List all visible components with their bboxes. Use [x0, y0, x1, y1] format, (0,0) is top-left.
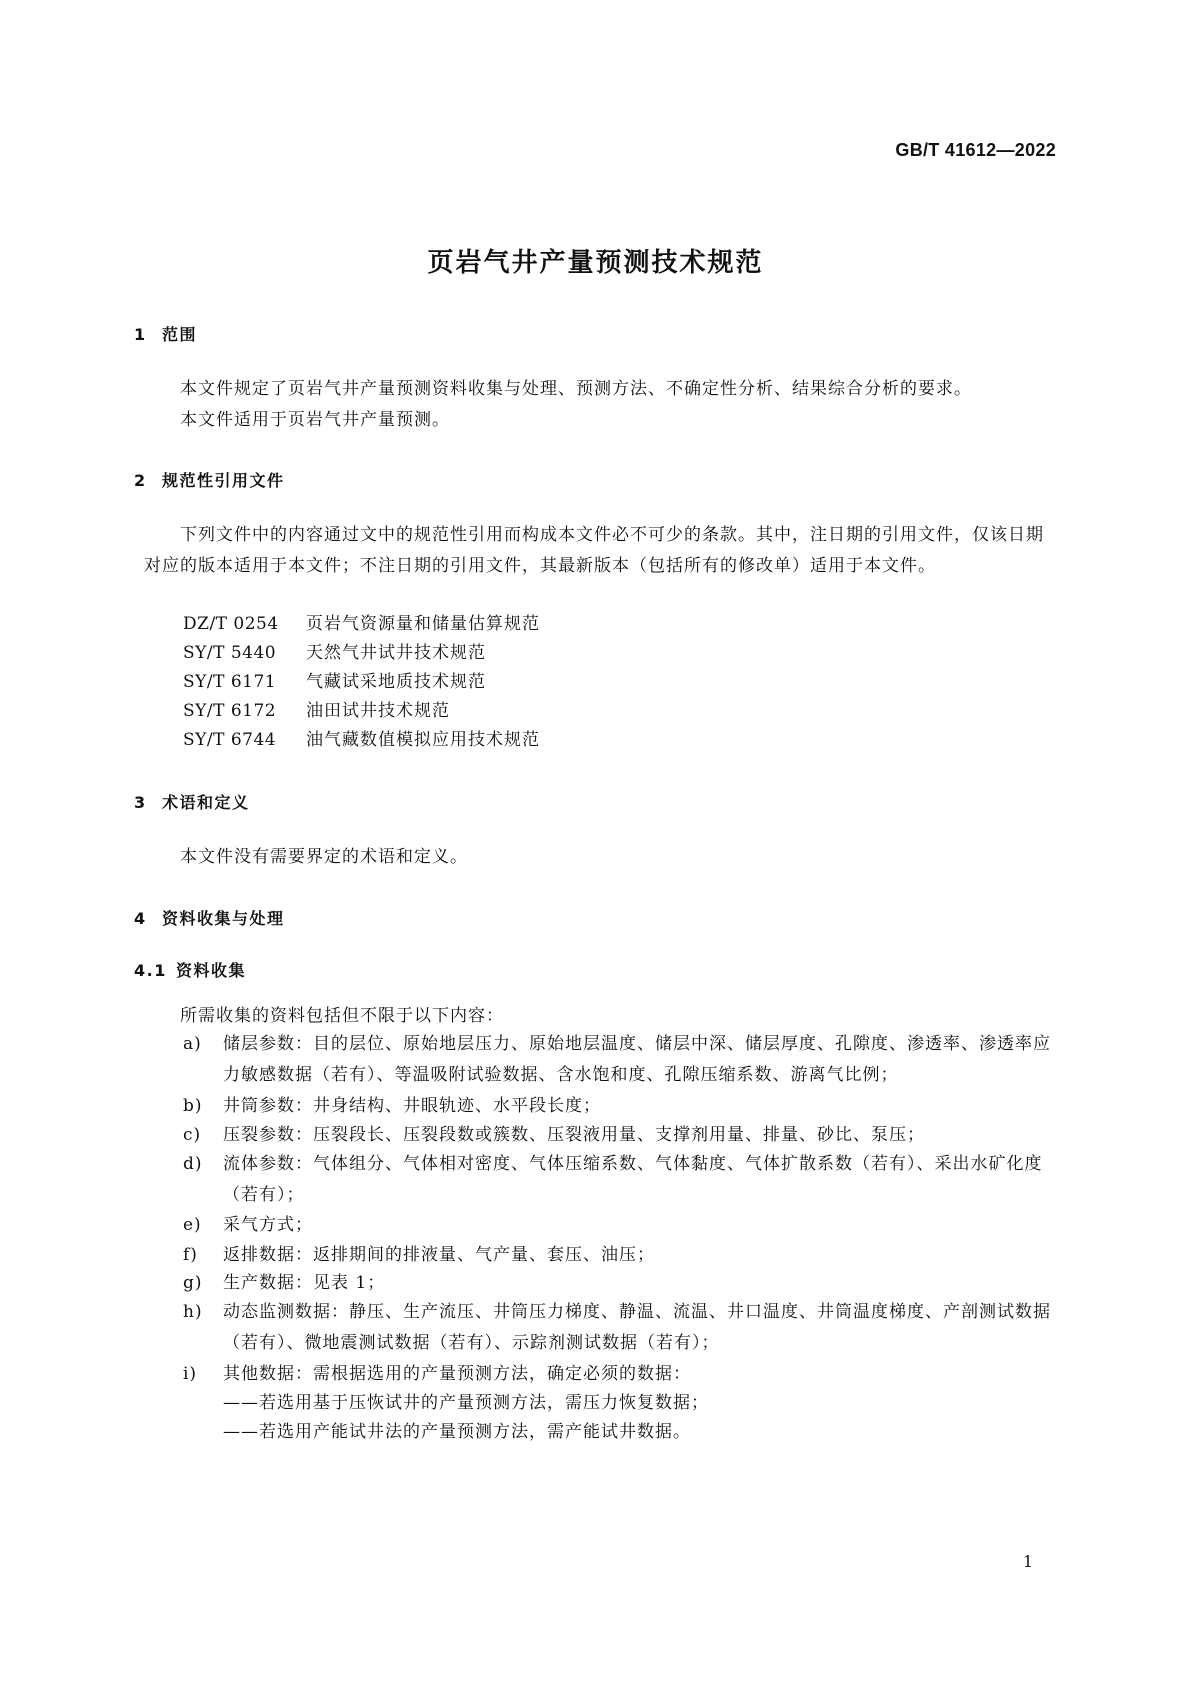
section-number: 2 — [134, 471, 147, 490]
subsection-4-1-heading — [134, 958, 246, 981]
list-marker: e) — [183, 1215, 202, 1235]
section-1-paragraph-2: 本文件适用于页岩气井产量预测。 — [180, 410, 450, 430]
list-item — [183, 1359, 1061, 1390]
list-text: 井筒参数：井身结构、井眼轨迹、水平段长度； — [223, 1096, 601, 1116]
reference-title: 气藏试采地质技术规范 — [306, 672, 486, 692]
dash-list-item: ——若选用产能试井法的产量预测方法，需产能试井数据。 — [223, 1422, 691, 1442]
list-item — [183, 1091, 1061, 1122]
section-title: 术语和定义 — [162, 793, 250, 812]
section-3-paragraph-1: 本文件没有需要界定的术语和定义。 — [180, 847, 468, 867]
section-number: 3 — [134, 793, 147, 812]
list-marker: b) — [183, 1096, 203, 1116]
list-marker: c) — [183, 1125, 202, 1145]
standard-code: GB/T 41612—2022 — [895, 140, 1056, 160]
list-text: 返排数据：返排期间的排液量、气产量、套压、油压； — [223, 1245, 655, 1265]
reference-title: 页岩气资源量和储量估算规范 — [306, 614, 540, 634]
normative-reference — [183, 609, 540, 640]
section-4-heading — [134, 906, 285, 929]
list-text: 生产数据：见表 1； — [223, 1273, 386, 1293]
dash-list-item: ——若选用基于压恢试井的产量预测方法，需压力恢复数据； — [223, 1393, 709, 1413]
section-number: 1 — [134, 325, 147, 344]
list-item — [183, 1149, 1061, 1211]
list-marker: h) — [183, 1302, 203, 1322]
list-item — [183, 1297, 1061, 1359]
list-item — [183, 1210, 1061, 1241]
section-2-heading — [134, 468, 285, 491]
normative-reference — [183, 696, 450, 727]
page-number: 1 — [1022, 1552, 1033, 1571]
reference-title: 油田试井技术规范 — [306, 701, 450, 721]
list-marker: i) — [183, 1364, 198, 1384]
normative-reference — [183, 667, 486, 698]
list-marker: a) — [183, 1034, 202, 1054]
section-3-heading — [134, 790, 250, 813]
list-item — [183, 1268, 1061, 1299]
list-marker: g) — [183, 1273, 203, 1293]
reference-code: SY/T 6171 — [183, 672, 277, 692]
section-1-heading — [134, 322, 197, 345]
subsection-title: 资料收集 — [176, 961, 247, 980]
normative-reference — [183, 725, 540, 756]
list-text: 其他数据：需根据选用的产量预测方法，确定必须的数据： — [223, 1364, 691, 1384]
section-title: 资料收集与处理 — [162, 909, 285, 928]
list-item — [183, 1029, 1061, 1091]
list-item — [183, 1120, 1061, 1151]
section-2-paragraph-1: 下列文件中的内容通过文中的规范性引用而构成本文件必不可少的条款。其中，注日期的引用文件，仅该日期对应的版本适用于本文件；不注日期的引用文件，其最新版本（包括所有的修改单）适用于本文件。 — [144, 525, 1044, 576]
list-text: 储层参数：目的层位、原始地层压力、原始地层温度、储层中深、储层厚度、孔隙度、渗透率、渗透率应力敏感数据（若有）、等温吸附试验数据、含水饱和度、孔隙压缩系数、游离气比例； — [223, 1034, 1051, 1085]
reference-code: SY/T 5440 — [183, 643, 277, 663]
reference-code: SY/T 6172 — [183, 701, 277, 721]
subsection-number: 4.1 — [134, 961, 167, 980]
section-1-paragraph-1: 本文件规定了页岩气井产量预测资料收集与处理、预测方法、不确定性分析、结果综合分析的要求。 — [180, 379, 972, 399]
reference-title: 油气藏数值模拟应用技术规范 — [306, 730, 540, 750]
reference-code: DZ/T 0254 — [183, 614, 279, 634]
reference-title: 天然气井试井技术规范 — [306, 643, 486, 663]
section-number: 4 — [134, 909, 147, 928]
list-marker: d) — [183, 1154, 203, 1174]
section-title: 规范性引用文件 — [162, 471, 285, 490]
document-title: 页岩气井产量预测技术规范 — [427, 248, 764, 278]
list-item — [183, 1240, 1061, 1271]
list-text: 采气方式； — [223, 1215, 313, 1235]
section-title: 范围 — [162, 325, 198, 344]
list-text: 压裂参数：压裂段长、压裂段数或簇数、压裂液用量、支撑剂用量、排量、砂比、泵压； — [223, 1125, 925, 1145]
list-text: 动态监测数据：静压、生产流压、井筒压力梯度、静温、流温、井口温度、井筒温度梯度、产剖测试数据（若有）、微地震测试数据（若有）、示踪剂测试数据（若有）； — [223, 1302, 1051, 1353]
list-text: 流体参数：气体组分、气体相对密度、气体压缩系数、气体黏度、气体扩散系数（若有）、采出水矿化度（若有）； — [223, 1154, 1043, 1205]
list-marker: f) — [183, 1245, 198, 1265]
normative-reference — [183, 638, 486, 669]
subsection-4-1-intro: 所需收集的资料包括但不限于以下内容： — [180, 1006, 504, 1026]
reference-code: SY/T 6744 — [183, 730, 277, 750]
